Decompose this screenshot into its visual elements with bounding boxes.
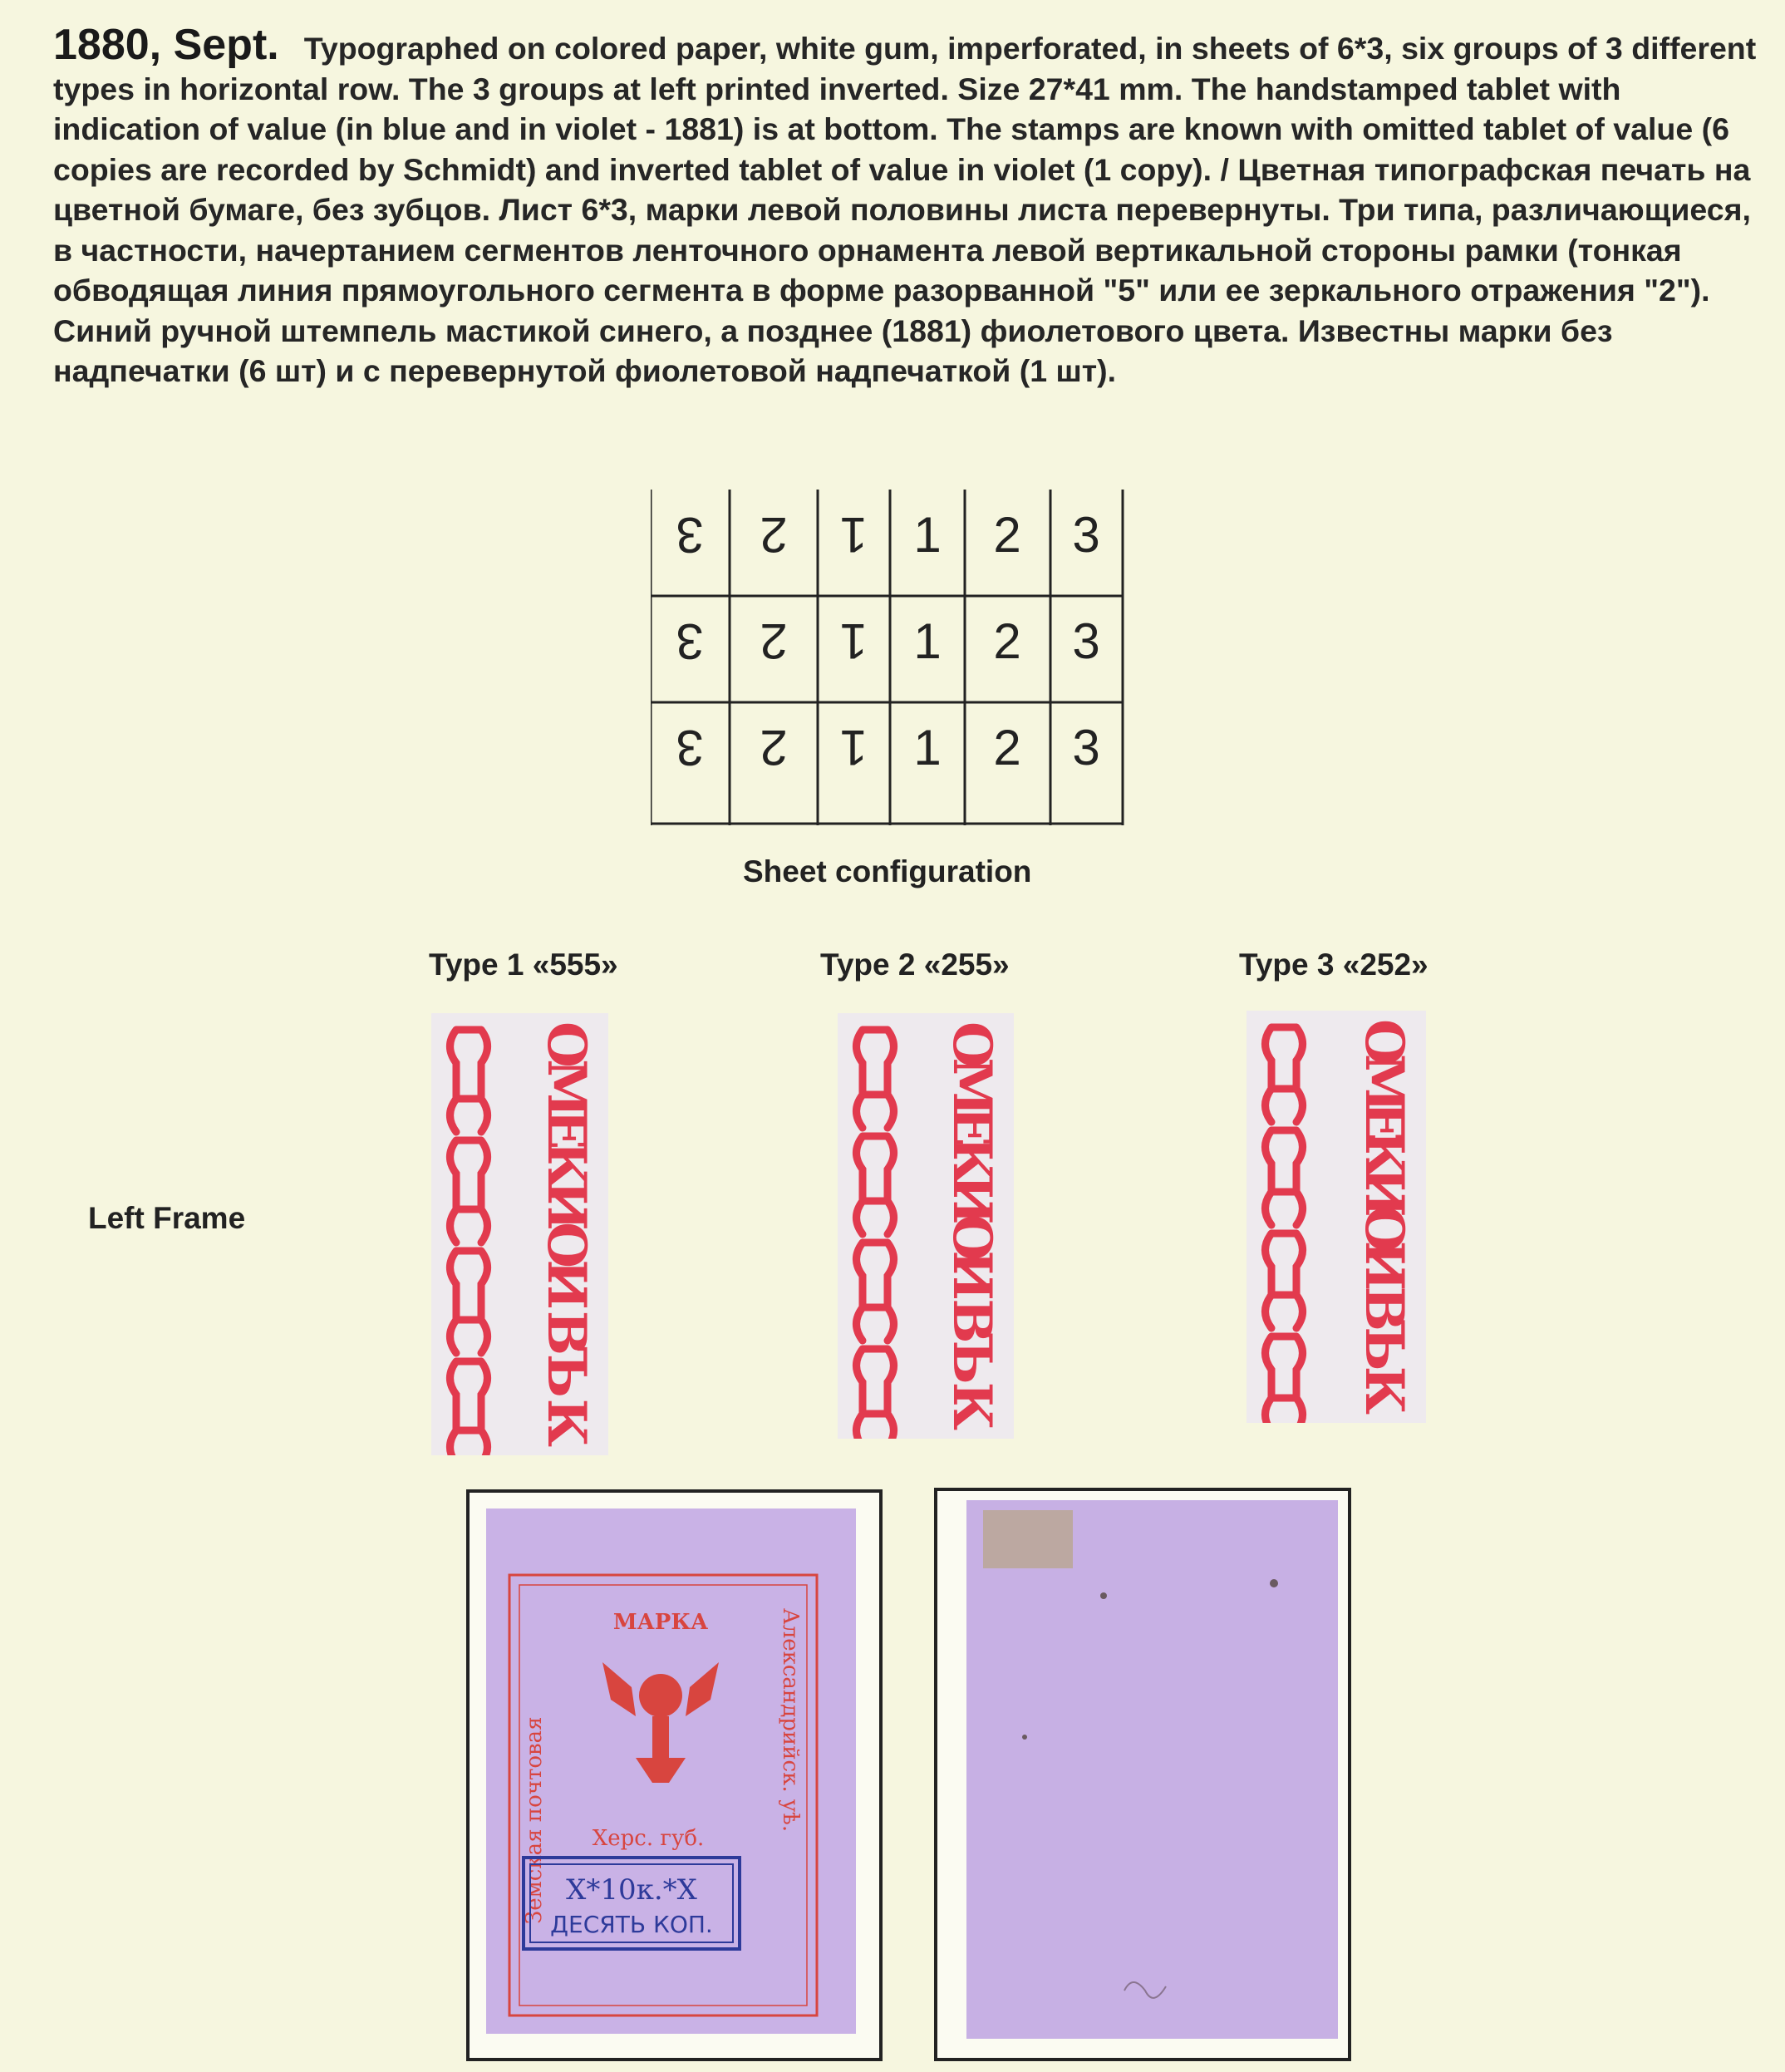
type-3-frame-image <box>1247 1011 1426 1423</box>
frame-segment <box>1266 1233 1303 1328</box>
frame-segment <box>857 1030 894 1128</box>
value-tablet <box>524 1858 740 1949</box>
sheet-cell-type: 1 <box>913 720 942 775</box>
sheet-caption: Sheet configuration <box>743 854 1032 888</box>
type-3-label: Type 3 «252» <box>1239 947 1428 982</box>
stamp-back <box>966 1500 1338 2039</box>
sheet-cell-type: 3 <box>1072 507 1100 563</box>
sheet-cell-type: 2 <box>760 507 788 563</box>
sheet-cell-type: 1 <box>839 507 868 563</box>
sheet-cell-type: 3 <box>676 720 704 775</box>
type-3-frame-ornament <box>1247 1011 1426 1423</box>
stamp-bottom-text: Херс. губ. <box>592 1826 705 1851</box>
type-2-label: Type 2 «255» <box>820 947 1010 982</box>
stamp-front <box>486 1508 856 2034</box>
sheet-cell-type: 3 <box>1072 613 1100 669</box>
frame-segment <box>857 1136 894 1234</box>
sheet-cell-type: 1 <box>839 613 868 669</box>
type-1-label: Type 1 «555» <box>429 947 618 982</box>
frame-segment <box>1266 1336 1303 1423</box>
issue-date: 1880, Sept. <box>53 21 279 69</box>
stamp-right-text: Александрийск. уѣ. <box>778 1608 803 1833</box>
sheet-cell-type: 2 <box>993 507 1021 563</box>
type-2-frame-ornament <box>838 1013 1014 1439</box>
stamp-title: МАРКА <box>612 1610 709 1635</box>
sheet-cell-type: 3 <box>1072 720 1100 775</box>
frame-segment <box>450 1030 488 1132</box>
sheet-configuration-grid <box>651 490 1124 825</box>
frame-text: ОМЕКИОИ ВЪ К <box>941 1021 1003 1430</box>
sheet-cell-type: 1 <box>913 507 942 563</box>
frame-segment <box>450 1361 488 1455</box>
value-line-1: Х*10к.*Х <box>566 1873 697 1907</box>
type-1-frame-image <box>431 1013 608 1455</box>
description-text: Typographed on colored paper, white gum, imperforated, in sheets of 6*3, six groups of 3 different types in horizontal row. The 3 groups at left printed inverted. Size 27*41 mm. The handstamped tablet with indication of value (in blue and in violet - 1881) is at bottom. The stamps are known with omitted tablet of value (6 copies are recorded by Schmidt) and inverted tablet of value in violet (1 copy). / Цветная типографская печать на цветной бумаге, без зубцов. Лист 6*3, марки левой половины листа перевернуты. Три типа, различающиеся, в частности, начертанием сегментов ленточного орнамента левой вертикальной стороны рамки (тонкая обводящая линия прямоугольного сегмента в форме разорванной "5" или ее зеркального отражения "2"). Синий ручной штемпель мастикой синего, а позднее (1881) фиолетового цвета. Известны марки без надпечатки (6 шт) и с перевернутой фиолетовой надпечаткой (1 шт). <box>53 31 1757 388</box>
frame-text: ОМЕКИОИ ВЪ К <box>535 1021 597 1447</box>
sheet-cell-type: 3 <box>676 507 704 563</box>
type-1-frame-ornament <box>431 1013 608 1455</box>
sheet-cell-type: 2 <box>993 613 1021 669</box>
sheet-cell-type: 2 <box>760 720 788 775</box>
frame-segment <box>1266 1130 1303 1225</box>
description <box>53 21 1765 391</box>
sheet-cell-type: 2 <box>993 720 1021 775</box>
type-2-frame-image <box>838 1013 1014 1439</box>
frame-segment <box>1266 1027 1303 1122</box>
sheet-cell-type: 1 <box>913 613 942 669</box>
sheet-cell-type: 2 <box>760 613 788 669</box>
value-line-2: ДЕСЯТЬ КОП. <box>550 1911 713 1938</box>
frame-segment <box>450 1251 488 1353</box>
frame-segment <box>857 1349 894 1439</box>
frame-text: ОМЕКИОИ ВЪ К <box>1353 1019 1415 1415</box>
frame-segment <box>450 1140 488 1243</box>
frame-segment <box>857 1243 894 1341</box>
stamp-front-design <box>486 1508 856 2034</box>
sheet-cell-type: 3 <box>676 613 704 669</box>
left-frame-label: Left Frame <box>88 1201 246 1235</box>
sheet-grid-lines <box>651 490 1124 825</box>
sheet-cell-type: 1 <box>839 720 868 775</box>
stamp-left-text: Земская почтовая <box>522 1716 547 1924</box>
stamp-back-texture <box>966 1500 1338 2039</box>
